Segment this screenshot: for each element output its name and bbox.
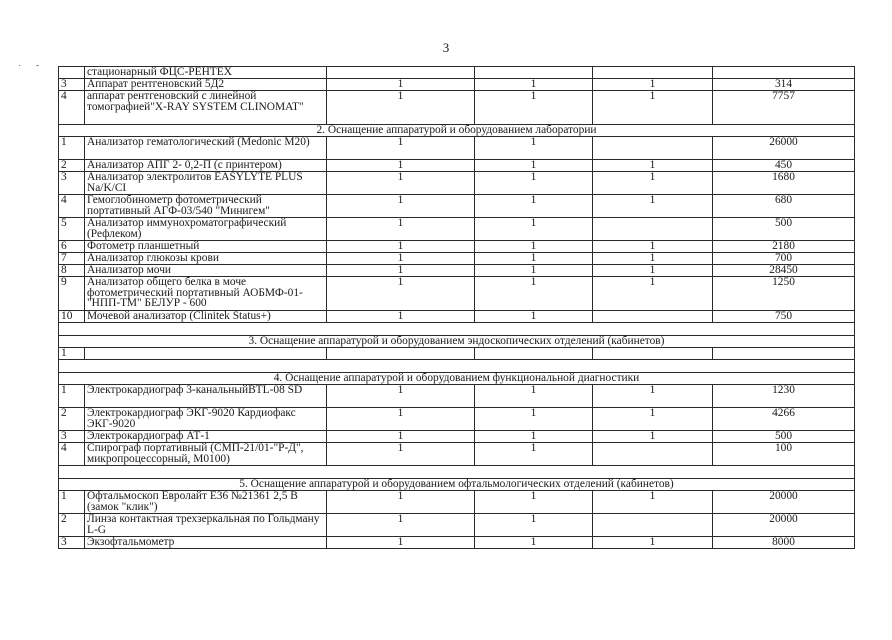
row-number: 4	[59, 195, 85, 218]
item-value: 700	[713, 253, 855, 265]
quantity-col-3: 1	[593, 172, 713, 195]
spacer-cell	[59, 360, 855, 373]
table-row	[59, 172, 855, 195]
equipment-table	[58, 66, 855, 549]
item-value: 1230	[713, 385, 855, 408]
quantity-col-3: 1	[593, 537, 713, 549]
item-value: 8000	[713, 537, 855, 549]
quantity-col-2: 1	[475, 265, 593, 277]
item-name: стационарный ФЦС-РЕНТЕХ	[85, 67, 327, 79]
table-row	[59, 67, 855, 79]
row-number: 8	[59, 265, 85, 277]
table-row	[59, 218, 855, 241]
item-name: Спирограф портативный (СМП-21/01-"Р-Д", микропроцессорный, М0100)	[85, 443, 327, 466]
row-number	[59, 67, 85, 79]
item-name: Анализатор электролитов EASYLYTE PLUS Na/K/CI	[85, 172, 327, 195]
quantity-col-2: 1	[475, 408, 593, 431]
quantity-col-2: 1	[475, 79, 593, 91]
item-value: 1250	[713, 277, 855, 311]
table-row	[59, 491, 855, 514]
spacer-cell	[59, 466, 855, 479]
quantity-col-3	[593, 443, 713, 466]
quantity-col-1: 1	[327, 253, 475, 265]
table-row	[59, 443, 855, 466]
quantity-col-1: 1	[327, 79, 475, 91]
item-name: Электрокардиограф АТ-1	[85, 431, 327, 443]
item-name: Электрокардиограф ЭКГ-9020 Кардиофакс ЭКГ-9020	[85, 408, 327, 431]
row-number: 4	[59, 443, 85, 466]
quantity-col-3: 1	[593, 253, 713, 265]
item-value: 4266	[713, 408, 855, 431]
section-header-row	[59, 336, 855, 348]
item-name: Гемоглобинометр фотометрический портативный АГФ-03/540 "Минигем"	[85, 195, 327, 218]
section-title: 4. Оснащение аппаратурой и оборудованием функциональной диагностики	[59, 373, 855, 385]
quantity-col-2: 1	[475, 431, 593, 443]
row-number: 5	[59, 218, 85, 241]
quantity-col-2	[475, 67, 593, 79]
quantity-col-3: 1	[593, 241, 713, 253]
item-value: 314	[713, 79, 855, 91]
item-value: 20000	[713, 514, 855, 537]
table-row	[59, 79, 855, 91]
table-row	[59, 137, 855, 160]
item-value: 20000	[713, 491, 855, 514]
page-number: 3	[442, 40, 450, 55]
spacer-cell	[59, 323, 855, 336]
item-name	[85, 348, 327, 360]
item-name: Анализатор иммунохроматографический (Рефлеком)	[85, 218, 327, 241]
quantity-col-1: 1	[327, 241, 475, 253]
row-number: 3	[59, 79, 85, 91]
table-row	[59, 91, 855, 125]
table-row	[59, 514, 855, 537]
table-row	[59, 265, 855, 277]
item-name: Экзофтальмометр	[85, 537, 327, 549]
row-number: 2	[59, 514, 85, 537]
quantity-col-2: 1	[475, 277, 593, 311]
table-row	[59, 431, 855, 443]
row-number: 7	[59, 253, 85, 265]
quantity-col-1: 1	[327, 311, 475, 323]
quantity-col-1: 1	[327, 265, 475, 277]
quantity-col-3: 1	[593, 277, 713, 311]
quantity-col-3: 1	[593, 385, 713, 408]
item-value: 2180	[713, 241, 855, 253]
row-number: 2	[59, 408, 85, 431]
quantity-col-3	[593, 137, 713, 160]
item-value: 450	[713, 160, 855, 172]
item-value	[713, 348, 855, 360]
quantity-col-3: 1	[593, 160, 713, 172]
scan-artifact: ˙ ˜	[18, 64, 46, 75]
row-number: 3	[59, 537, 85, 549]
quantity-col-1: 1	[327, 218, 475, 241]
table-row	[59, 241, 855, 253]
quantity-col-2: 1	[475, 443, 593, 466]
quantity-col-1: 1	[327, 172, 475, 195]
row-number: 1	[59, 491, 85, 514]
item-value: 680	[713, 195, 855, 218]
item-value: 7757	[713, 91, 855, 125]
spacer-row	[59, 466, 855, 479]
quantity-col-2: 1	[475, 160, 593, 172]
item-value: 100	[713, 443, 855, 466]
table-row	[59, 537, 855, 549]
quantity-col-1: 1	[327, 443, 475, 466]
item-name: Анализатор общего белка в моче фотометрический портативный АОБМФ-01-"НПП-ТМ" БЕЛУР - 600	[85, 277, 327, 311]
item-value: 500	[713, 218, 855, 241]
quantity-col-2: 1	[475, 91, 593, 125]
item-name: Офтальмоскоп Евролайт Е36 №21361 2,5 В (замок "клик")	[85, 491, 327, 514]
equipment-table-body	[59, 67, 855, 549]
row-number: 2	[59, 160, 85, 172]
item-name: Аппарат рентгеновский 5Д2	[85, 79, 327, 91]
section-title: 3. Оснащение аппаратурой и оборудованием эндоскопических отделений (кабинетов)	[59, 336, 855, 348]
quantity-col-1: 1	[327, 137, 475, 160]
quantity-col-2	[475, 348, 593, 360]
item-name: Фотометр планшетный	[85, 241, 327, 253]
quantity-col-2: 1	[475, 514, 593, 537]
quantity-col-2: 1	[475, 218, 593, 241]
quantity-col-2: 1	[475, 137, 593, 160]
section-title: 5. Оснащение аппаратурой и оборудованием офтальмологических отделений (кабинетов)	[59, 479, 855, 491]
quantity-col-2: 1	[475, 385, 593, 408]
item-name: Анализатор гематологический (Medonic M20)	[85, 137, 327, 160]
item-value: 500	[713, 431, 855, 443]
table-row	[59, 195, 855, 218]
quantity-col-1: 1	[327, 431, 475, 443]
quantity-col-3	[593, 514, 713, 537]
row-number: 3	[59, 431, 85, 443]
quantity-col-3: 1	[593, 431, 713, 443]
spacer-row	[59, 323, 855, 336]
row-number: 6	[59, 241, 85, 253]
item-name: Анализатор мочи	[85, 265, 327, 277]
item-name: Электрокардиограф 3-канальныйBTL-08 SD	[85, 385, 327, 408]
spacer-row	[59, 360, 855, 373]
quantity-col-2: 1	[475, 537, 593, 549]
item-name: Мочевой анализатор (Clinitek Status+)	[85, 311, 327, 323]
quantity-col-2: 1	[475, 195, 593, 218]
table-row	[59, 408, 855, 431]
quantity-col-3	[593, 311, 713, 323]
table-row	[59, 385, 855, 408]
table-row	[59, 311, 855, 323]
quantity-col-3: 1	[593, 265, 713, 277]
table-row	[59, 160, 855, 172]
quantity-col-1: 1	[327, 514, 475, 537]
quantity-col-1: 1	[327, 385, 475, 408]
quantity-col-3: 1	[593, 91, 713, 125]
quantity-col-1	[327, 67, 475, 79]
section-header-row	[59, 125, 855, 137]
section-header-row	[59, 479, 855, 491]
quantity-col-1: 1	[327, 195, 475, 218]
item-name: аппарат рентгеновский с линейной томографией"X-RAY SYSTEM CLINOMAT"	[85, 91, 327, 125]
row-number: 4	[59, 91, 85, 125]
item-name: Анализатор глюкозы крови	[85, 253, 327, 265]
table-row	[59, 253, 855, 265]
quantity-col-2: 1	[475, 491, 593, 514]
row-number: 1	[59, 385, 85, 408]
quantity-col-3: 1	[593, 491, 713, 514]
quantity-col-3: 1	[593, 195, 713, 218]
item-value: 750	[713, 311, 855, 323]
section-title: 2. Оснащение аппаратурой и оборудованием лаборатории	[59, 125, 855, 137]
table-row	[59, 277, 855, 311]
quantity-col-1: 1	[327, 408, 475, 431]
quantity-col-1: 1	[327, 160, 475, 172]
row-number: 1	[59, 137, 85, 160]
quantity-col-2: 1	[475, 253, 593, 265]
quantity-col-1: 1	[327, 491, 475, 514]
item-value: 28450	[713, 265, 855, 277]
table-row	[59, 348, 855, 360]
quantity-col-1: 1	[327, 91, 475, 125]
quantity-col-2: 1	[475, 241, 593, 253]
item-value: 26000	[713, 137, 855, 160]
quantity-col-3: 1	[593, 408, 713, 431]
item-name: Линза контактная трехзеркальная по Гольдману L-G	[85, 514, 327, 537]
row-number: 3	[59, 172, 85, 195]
item-value: 1680	[713, 172, 855, 195]
row-number: 10	[59, 311, 85, 323]
quantity-col-1: 1	[327, 537, 475, 549]
quantity-col-2: 1	[475, 311, 593, 323]
quantity-col-1: 1	[327, 277, 475, 311]
row-number: 9	[59, 277, 85, 311]
quantity-col-2: 1	[475, 172, 593, 195]
item-name: Анализатор АПГ 2- 0,2-П (с принтером)	[85, 160, 327, 172]
quantity-col-3	[593, 218, 713, 241]
quantity-col-1	[327, 348, 475, 360]
item-value	[713, 67, 855, 79]
quantity-col-3	[593, 67, 713, 79]
quantity-col-3	[593, 348, 713, 360]
quantity-col-3: 1	[593, 79, 713, 91]
section-header-row	[59, 373, 855, 385]
row-number: 1	[59, 348, 85, 360]
